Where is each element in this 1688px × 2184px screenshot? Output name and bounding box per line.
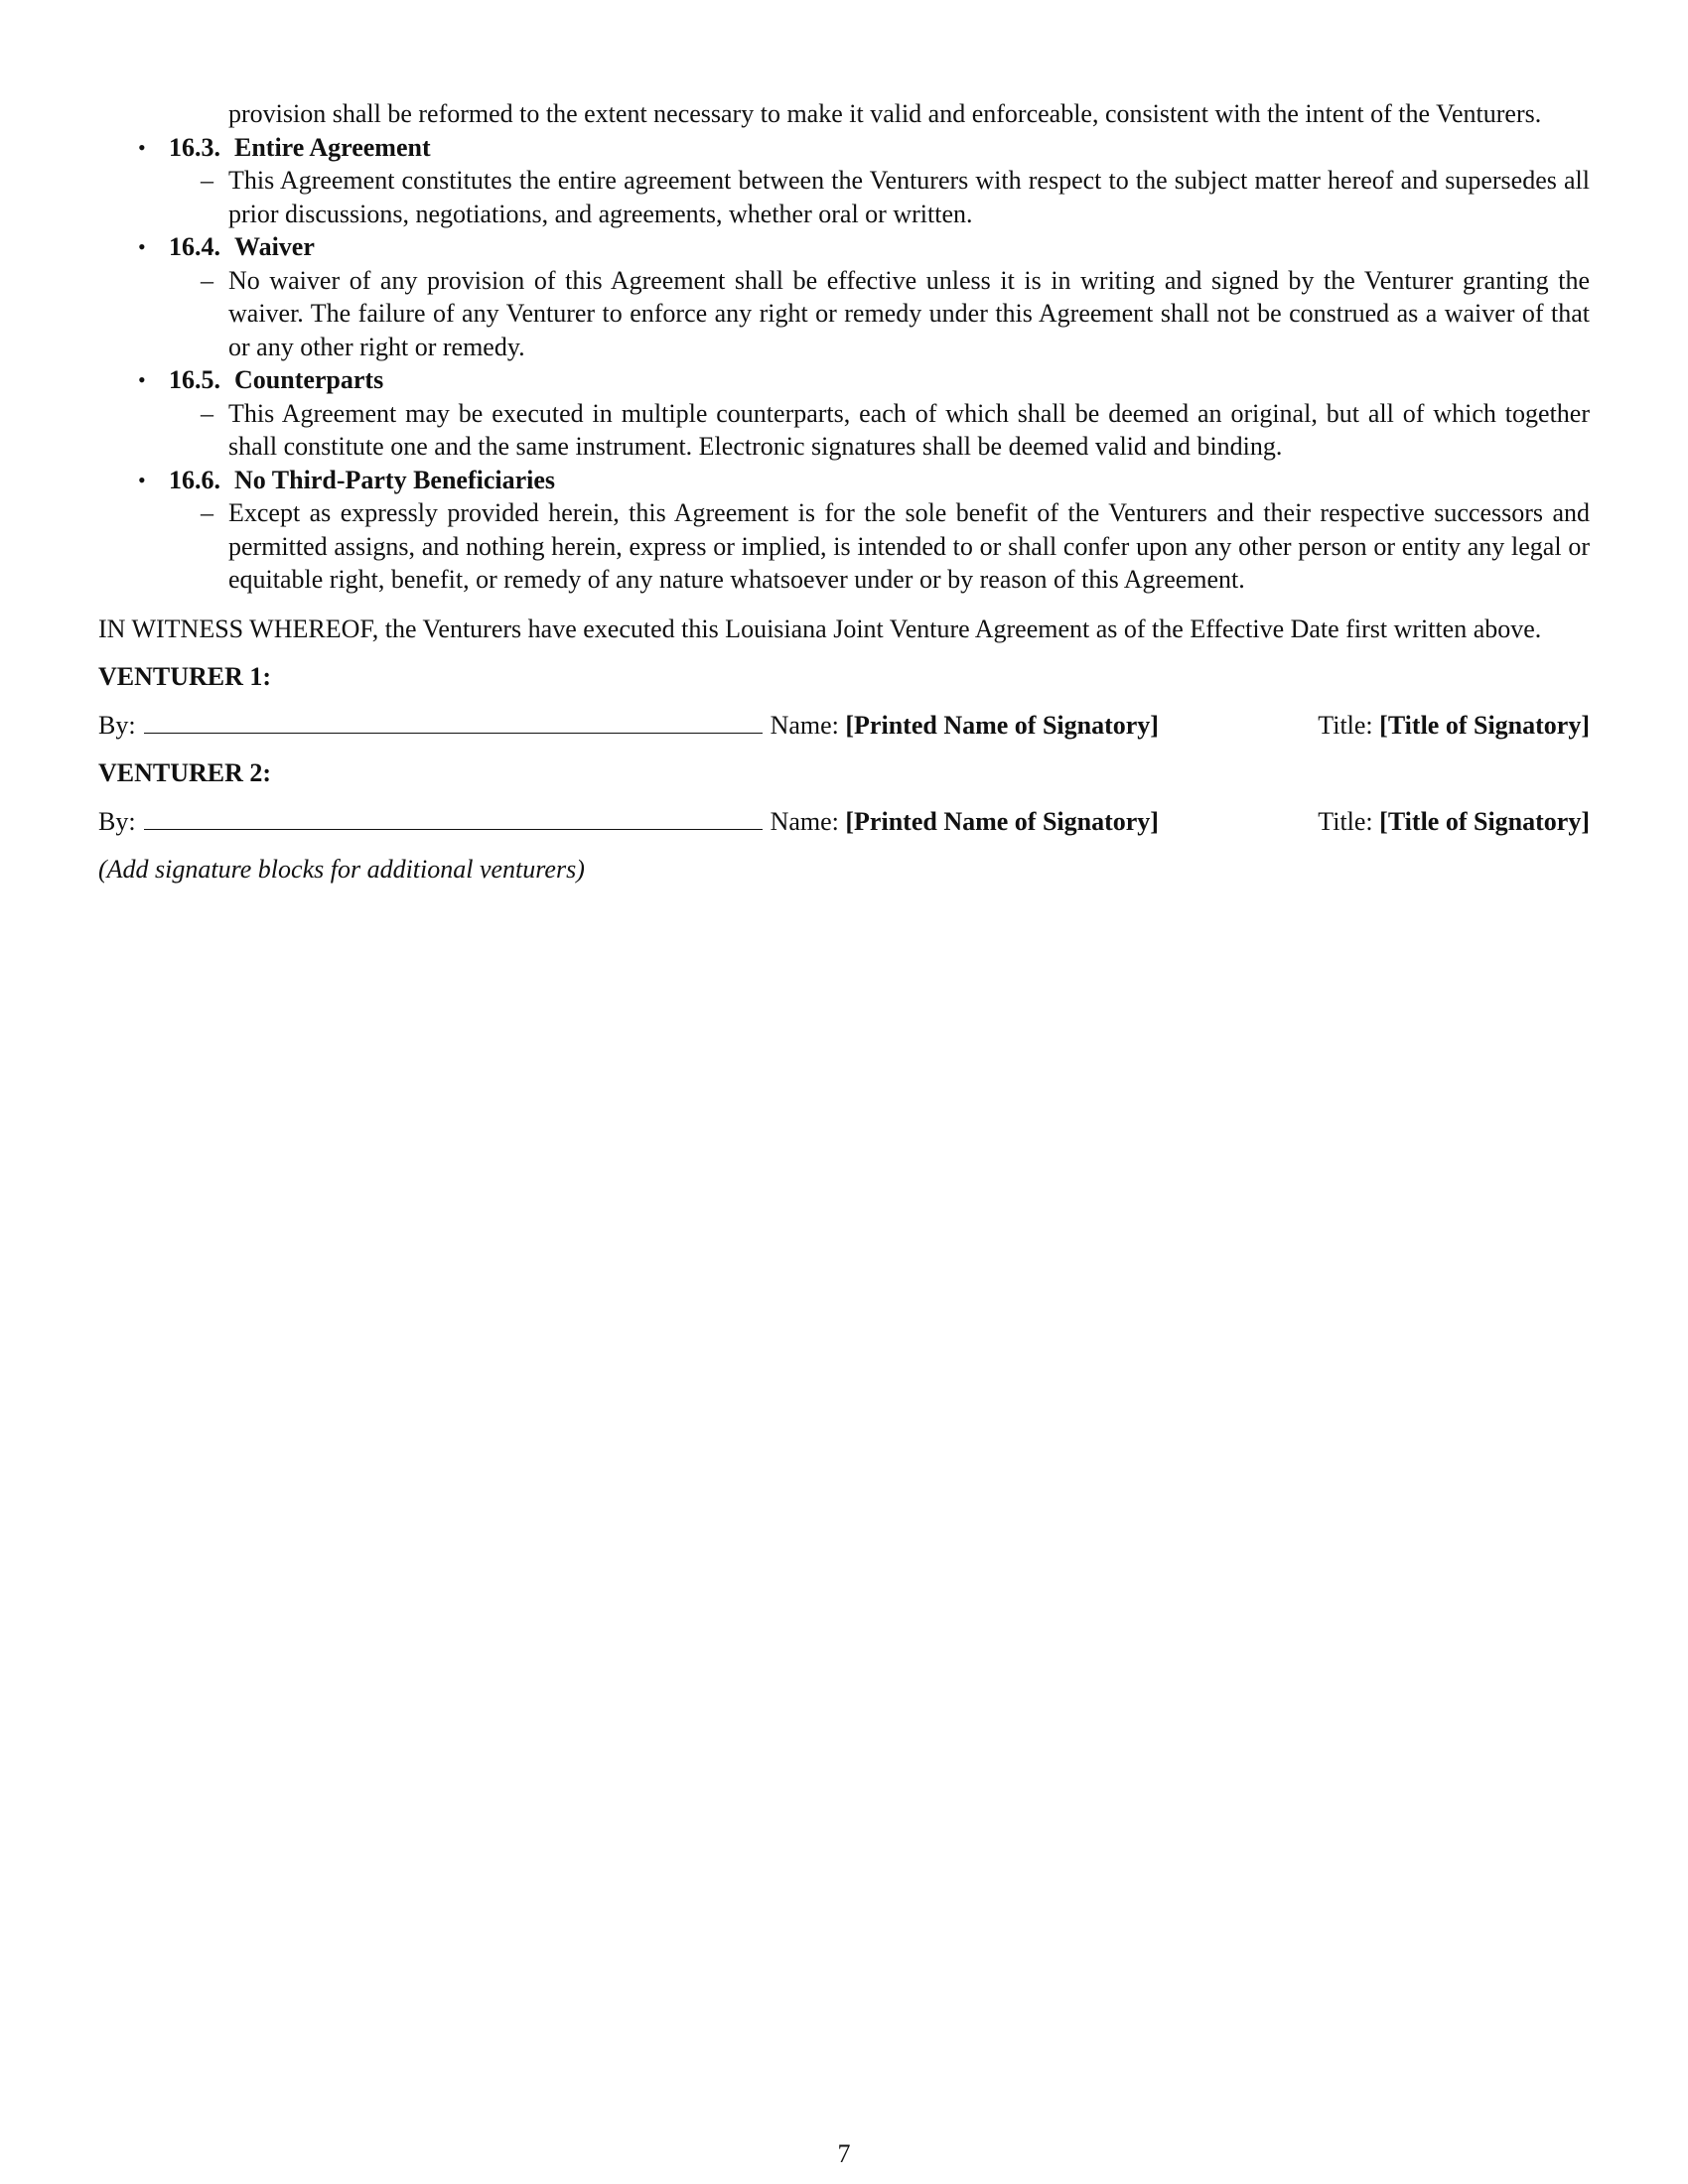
section-heading	[169, 230, 1590, 264]
bullet-icon: •	[138, 467, 146, 492]
section-text: Except as expressly provided herein, this Agreement is for the sole benefit of the Venturers and their respective successors and permitted assigns, and nothing herein, express or implied, is intended to or shall confer upon any other person or entity any legal or equitable right, benefit, or remedy of any nature whatsoever under or by reason of this Agreement.	[228, 498, 1590, 594]
dash-icon: –	[201, 398, 213, 428]
section-body	[169, 164, 1590, 230]
name-placeholder: [Printed Name of Signatory]	[845, 806, 1159, 836]
dash-icon: –	[201, 265, 213, 295]
name-label: Name:	[770, 806, 839, 836]
dash-icon: –	[201, 166, 213, 195]
additional-venturers-note: (Add signature blocks for additional venturers)	[98, 855, 585, 884]
section-item	[169, 264, 1590, 364]
name-placeholder: [Printed Name of Signatory]	[845, 710, 1159, 740]
venturer-label: VENTURER 2:	[98, 758, 272, 787]
section-heading	[169, 464, 1590, 497]
section-title: Entire Agreement	[234, 132, 431, 162]
title-placeholder: [Title of Signatory]	[1379, 710, 1590, 740]
by-label: By:	[98, 806, 136, 836]
section-text: This Agreement may be executed in multiple counterparts, each of which shall be deemed an original, but all of which together shall constitute one and the same instrument. Electronic signatures shall be deemed valid and binding.	[228, 398, 1590, 461]
section-item	[169, 397, 1590, 464]
venturer-label: VENTURER 1:	[98, 662, 272, 691]
section-text: No waiver of any provision of this Agreement shall be effective unless it is in writing and signed by the Venturer granting the waiver. The failure of any Venturer to enforce any right or remedy under this Agreement shall not be construed as a waiver of that or any other right or remedy.	[228, 265, 1590, 361]
section-body	[169, 496, 1590, 597]
bullet-icon: •	[138, 367, 146, 392]
section-16-3	[98, 131, 1590, 231]
title-label: Title:	[1318, 806, 1373, 836]
page-number: 7	[837, 2139, 851, 2168]
signature-line	[98, 709, 1590, 743]
signature-block-venturer-2	[98, 756, 1590, 838]
signature-line	[98, 805, 1590, 839]
witness-clause: IN WITNESS WHEREOF, the Venturers have executed this Louisiana Joint Venture Agreement as of the Effective Date first written above.	[98, 614, 1542, 643]
signature-field[interactable]	[144, 711, 763, 734]
section-16-5	[98, 363, 1590, 464]
section-heading	[169, 131, 1590, 165]
signature-field[interactable]	[144, 807, 763, 830]
section-heading	[169, 363, 1590, 397]
section-title: Waiver	[234, 232, 315, 261]
section-title: No Third-Party Beneficiaries	[234, 465, 556, 494]
section-item	[169, 496, 1590, 597]
section-number: 16.6.	[169, 465, 220, 494]
document-page	[98, 97, 1590, 887]
section-body	[169, 397, 1590, 464]
section-item	[169, 164, 1590, 230]
signature-block-venturer-1	[98, 660, 1590, 742]
continued-paragraph: provision shall be reformed to the extent necessary to make it valid and enforceable, consistent with the intent of the Venturers.	[228, 99, 1542, 128]
section-number: 16.4.	[169, 232, 220, 261]
section-number: 16.5.	[169, 365, 220, 394]
bullet-icon: •	[138, 234, 146, 259]
section-16-6	[98, 464, 1590, 597]
section-16-4	[98, 230, 1590, 363]
section-number: 16.3.	[169, 132, 220, 162]
section-body	[169, 264, 1590, 364]
section-text: This Agreement constitutes the entire agreement between the Venturers with respect to the subject matter hereof and supersedes all prior discussions, negotiations, and agreements, whether oral or written.	[228, 166, 1590, 228]
bullet-icon: •	[138, 134, 146, 160]
section-title: Counterparts	[234, 365, 384, 394]
section-list	[98, 131, 1590, 597]
by-label: By:	[98, 710, 136, 740]
title-placeholder: [Title of Signatory]	[1379, 806, 1590, 836]
name-label: Name:	[770, 710, 839, 740]
title-label: Title:	[1318, 710, 1373, 740]
dash-icon: –	[201, 498, 213, 527]
